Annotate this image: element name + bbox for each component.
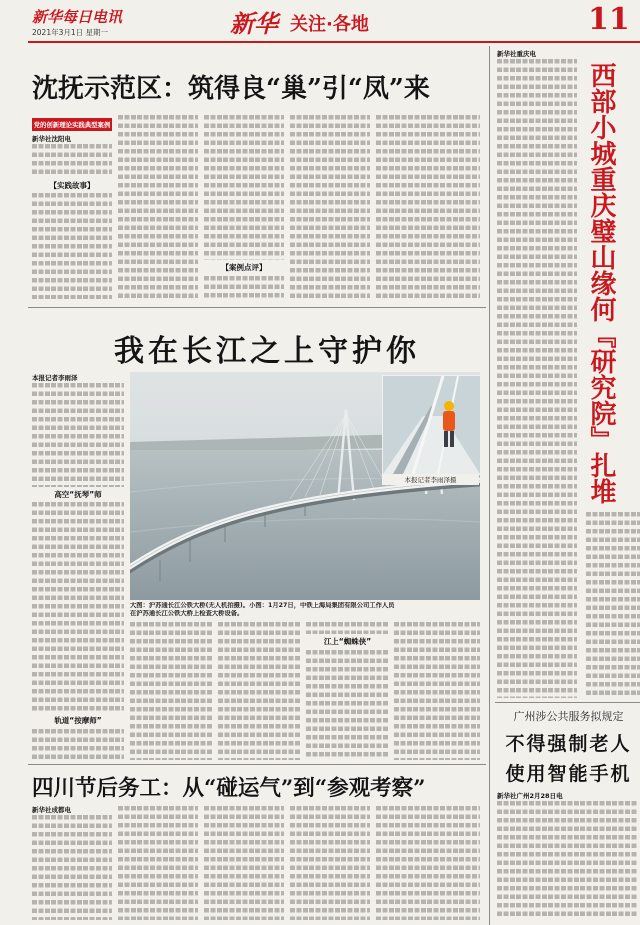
section-name: 关注·各地 bbox=[290, 14, 369, 35]
guangzhou-kicker: 广州涉公共服务拟规定 bbox=[513, 710, 624, 723]
yangtze-column-1 bbox=[32, 374, 124, 760]
body-text-block bbox=[32, 502, 124, 713]
right-section-divider bbox=[495, 702, 640, 703]
body-text-block bbox=[290, 806, 370, 920]
body-text-block bbox=[32, 383, 124, 487]
yangtze-headline: 我在长江之上守护你 bbox=[114, 334, 420, 369]
body-text-block bbox=[497, 59, 577, 699]
section-divider bbox=[28, 307, 486, 308]
yangtze-byline: 本报记者李雨泽 bbox=[32, 374, 78, 382]
page-number: 11 bbox=[588, 2, 630, 37]
body-text-block bbox=[130, 622, 213, 760]
bridge-photo-caption bbox=[130, 602, 480, 618]
inset-photo-credit: 本报记者李雨泽摄 bbox=[382, 475, 479, 485]
shenfu-dateline: 新华社沈阳电 bbox=[32, 135, 71, 143]
sichuan-column-1 bbox=[32, 806, 112, 920]
body-text-block bbox=[394, 622, 480, 760]
worker-inset-photo bbox=[382, 375, 481, 475]
sichuan-column-2 bbox=[118, 806, 198, 920]
bishan-dateline: 新华社重庆电 bbox=[497, 50, 536, 58]
yangtze-column-5 bbox=[394, 622, 480, 760]
body-text-block bbox=[376, 115, 480, 299]
bishan-column-1 bbox=[497, 50, 577, 698]
yangtze-subhead-3: 轨道“按摩师” bbox=[54, 716, 102, 725]
body-text-block bbox=[306, 622, 389, 634]
guangzhou-headline-line-1: 不得强制老人 bbox=[505, 733, 632, 755]
body-text-block bbox=[290, 115, 370, 299]
yangtze-subhead-2: 江上“蜘蛛侠” bbox=[323, 637, 372, 646]
sichuan-column-4 bbox=[290, 806, 370, 920]
shenfu-column-2 bbox=[118, 115, 198, 299]
shenfu-column-4 bbox=[290, 115, 370, 299]
sichuan-dateline: 新华社成都电 bbox=[32, 806, 71, 814]
sichuan-headline: 四川节后务工：从“碰运气”到“参观考察” bbox=[32, 776, 426, 801]
sichuan-column-5 bbox=[376, 806, 480, 920]
body-text-block bbox=[32, 193, 112, 299]
right-column-divider bbox=[489, 46, 490, 925]
body-text-block bbox=[204, 276, 284, 300]
yangtze-column-2 bbox=[130, 622, 213, 760]
body-text-block bbox=[204, 806, 284, 920]
worker-inset-graphic bbox=[383, 376, 480, 474]
body-text-block bbox=[32, 729, 124, 761]
masthead-logo: 新华每日电讯 bbox=[32, 8, 123, 26]
guangzhou-dateline: 新华社广州2月28日电 bbox=[497, 792, 563, 800]
caption-line-2: 在沪苏通长江公铁大桥上检查大桥设备。 bbox=[130, 610, 244, 617]
body-text-block bbox=[306, 650, 389, 761]
shenfu-subhead-review: 【案例点评】 bbox=[221, 263, 267, 272]
caption-line-1: 大图：沪苏通长江公铁大桥(无人机拍摄)。小图：1月27日，中铁上海局集团有限公司工作人员 bbox=[130, 602, 395, 609]
bishan-column-2 bbox=[586, 512, 640, 698]
body-text-block bbox=[32, 815, 112, 921]
body-text-block bbox=[118, 115, 198, 299]
section-logo: 新华 bbox=[230, 9, 278, 38]
shenfu-column-3 bbox=[204, 115, 284, 299]
shenfu-column-5 bbox=[376, 115, 480, 299]
shenfu-headline: 沈抚示范区：筑得良“巢”引“凤”来 bbox=[32, 74, 430, 104]
body-text-block bbox=[497, 801, 637, 921]
sichuan-column-3 bbox=[204, 806, 284, 920]
guangzhou-headline-line-2: 使用智能手机 bbox=[505, 763, 632, 785]
body-text-block bbox=[586, 512, 640, 698]
yangtze-column-3 bbox=[218, 622, 301, 760]
section-divider bbox=[28, 764, 486, 765]
issue-date: 2021年3月1日 星期一 bbox=[32, 28, 109, 37]
body-text-block bbox=[32, 144, 112, 178]
body-text-block bbox=[376, 806, 480, 920]
body-text-block bbox=[204, 115, 284, 260]
shenfu-column-1 bbox=[32, 135, 112, 299]
bishan-vertical-headline: 西部小城重庆璧山缘何『研究院』扎堆 bbox=[586, 62, 616, 504]
yangtze-subhead-1: 高空“抚琴”师 bbox=[54, 489, 102, 499]
masthead-rule bbox=[28, 41, 640, 43]
body-text-block bbox=[218, 622, 301, 760]
yangtze-column-4 bbox=[306, 622, 389, 760]
shenfu-label-box bbox=[32, 118, 112, 131]
guangzhou-column bbox=[497, 792, 637, 920]
shenfu-subhead-story: 【实践故事】 bbox=[49, 180, 95, 190]
shenfu-label: 党的创新理论实践典型案例 bbox=[33, 121, 111, 129]
body-text-block bbox=[118, 806, 198, 920]
